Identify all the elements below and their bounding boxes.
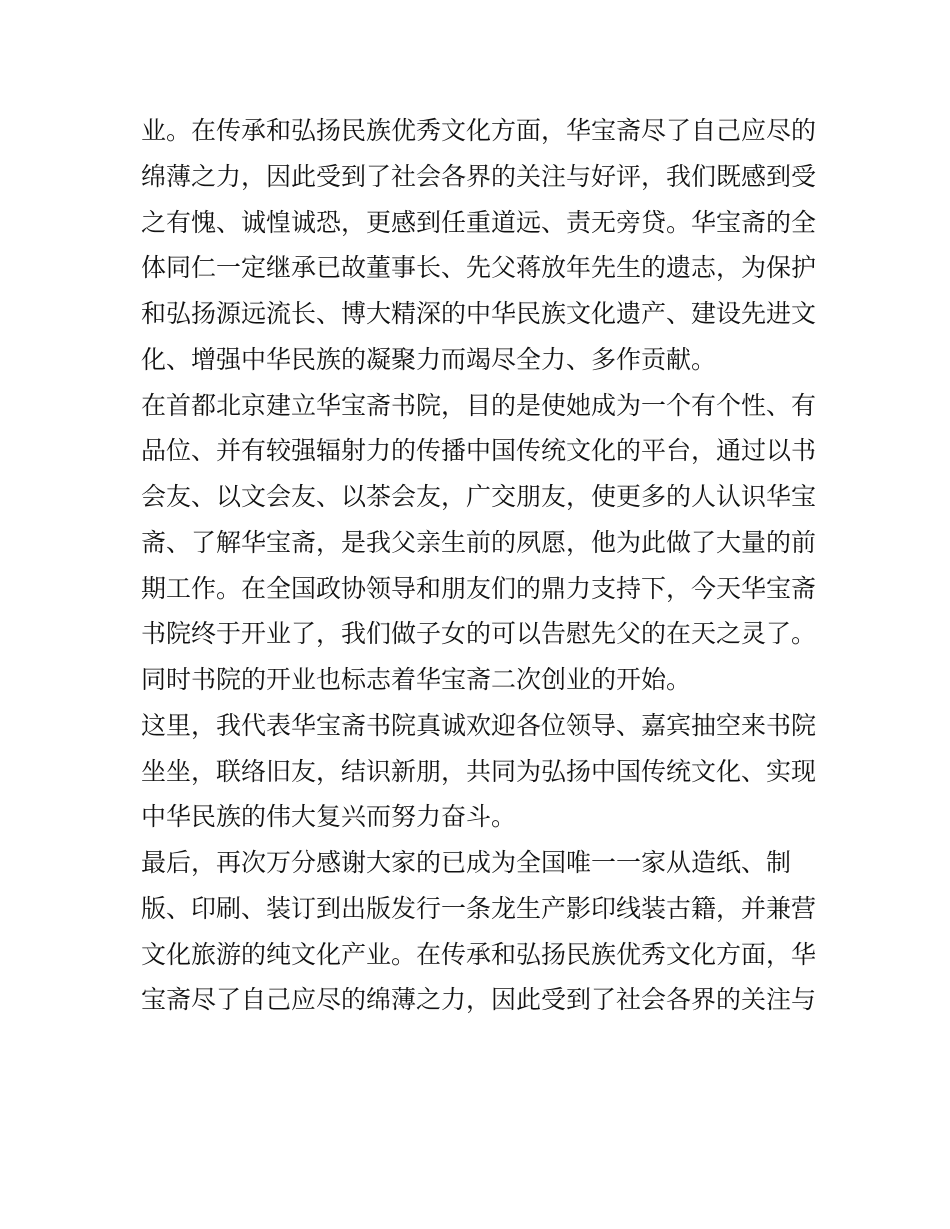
text-line: 之有愧、诚惶诚恐，更感到任重道远、责无旁贷。华宝斋的全 bbox=[141, 207, 817, 237]
text-line: 品位、并有较强辐射力的传播中国传统文化的平台，通过以书 bbox=[141, 436, 817, 466]
text-line: 斋、了解华宝斋，是我父亲生前的夙愿，他为此做了大量的前 bbox=[141, 527, 817, 557]
text-line: 版、印刷、装订到出版发行一条龙生产影印线装古籍，并兼营 bbox=[141, 893, 817, 923]
text-line: 中华民族的伟大复兴而努力奋斗。 bbox=[141, 802, 517, 832]
text-line: 文化旅游的纯文化产业。在传承和弘扬民族优秀文化方面，华 bbox=[141, 939, 817, 969]
text-line: 在首都北京建立华宝斋书院，目的是使她成为一个有个性、有 bbox=[141, 390, 817, 420]
text-line: 会友、以文会友、以茶会友，广交朋友，使更多的人认识华宝 bbox=[141, 482, 817, 511]
text-line: 最后，再次万分感谢大家的已成为全国唯一一家从造纸、制 bbox=[141, 848, 792, 877]
text-line: 期工作。在全国政协领导和朋友们的鼎力支持下，今天华宝斋 bbox=[141, 573, 817, 603]
text-line: 业。在传承和弘扬民族优秀文化方面，华宝斋尽了自己应尽的 bbox=[141, 116, 817, 145]
text-line: 书院终于开业了，我们做子女的可以告慰先父的在天之灵了。 bbox=[141, 619, 817, 649]
text-line: 这里，我代表华宝斋书院真诚欢迎各位领导、嘉宾抽空来书院 bbox=[141, 710, 817, 740]
text-line: 化、增强中华民族的凝聚力而竭尽全力、多作贡献。 bbox=[141, 344, 717, 374]
text-line: 坐坐，联络旧友，结识新朋，共同为弘扬中国传统文化、实现 bbox=[141, 756, 817, 786]
document-body bbox=[141, 108, 821, 1023]
text-line: 和弘扬源远流长、博大精深的中华民族文化遗产、建设先进文 bbox=[141, 299, 817, 328]
text-line: 宝斋尽了自己应尽的绵薄之力，因此受到了社会各界的关注与 bbox=[141, 985, 817, 1015]
text-line: 体同仁一定继承已故董事长、先父蒋放年先生的遗志，为保护 bbox=[141, 253, 817, 283]
text-line: 同时书院的开业也标志着华宝斋二次创业的开始。 bbox=[141, 665, 692, 694]
text-line: 绵薄之力，因此受到了社会各界的关注与好评，我们既感到受 bbox=[141, 161, 817, 191]
